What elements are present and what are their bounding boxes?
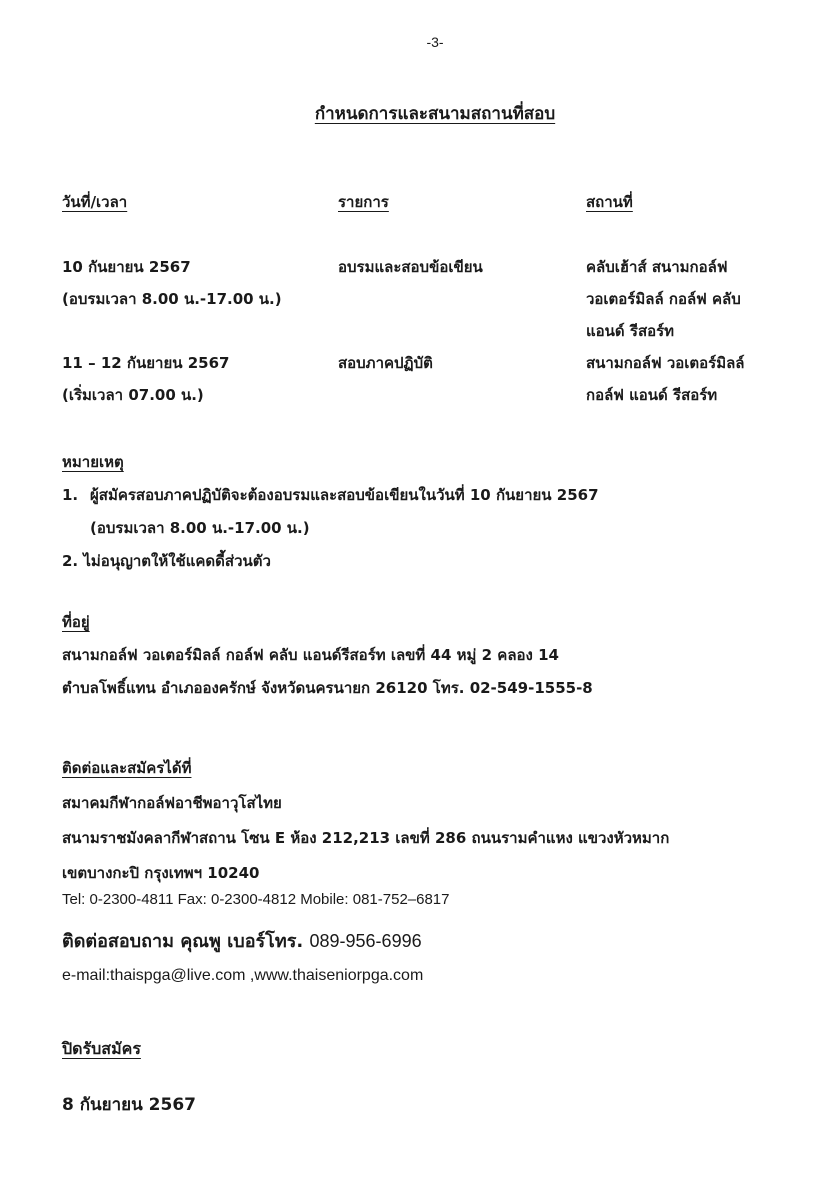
address-heading: ที่อยู่ [62,613,90,631]
address-section [62,606,593,705]
schedule-date [62,251,282,283]
venue-line: สนามกอล์ฟ วอเตอร์มิลล์ [586,354,745,372]
header-date-time: วันที่/เวลา [62,193,128,211]
venue-line: แอนด์ รีสอร์ท [586,322,675,340]
contact-org: สมาคมกีฬากอล์ฟอาชีพอาวุโสไทย [62,794,282,812]
contact-inquiry [62,926,422,955]
schedule-date: 11 – 12 กันยายน 2567 [62,354,230,372]
schedule-row-2-item: สอบภาคปฏิบัติ [338,354,433,372]
note-item-2 [62,545,599,578]
schedule-row-1-item: อบรมและสอบข้อเขียน [338,258,483,276]
venue-line: วอเตอร์มิลล์ กอล์ฟ คลับ [586,290,741,308]
note-text: ผู้สมัครสอบภาคปฏิบัติจะต้องอบรมและสอบข้อเขียนในวันที่ 10 กันยายน 2567 [90,486,599,504]
contact-address-line: เขตบางกะปิ กรุงเทพฯ 10240 [62,864,260,882]
note-number: 2. [62,552,79,570]
schedule-row-1-date-cell [62,251,282,315]
closing-date: 8 กันยายน 2567 [62,1095,196,1115]
schedule-row-2-date-cell [62,347,229,411]
note-item-1-continuation: (อบรมเวลา 8.00 น.-17.00 น.) [90,519,310,537]
page-title [0,100,828,127]
header-item: รายการ [338,193,389,211]
closing-heading: ปิดรับสมัคร [62,1039,141,1058]
contact-phones: Tel: 0-2300-4811 Fax: 0-2300-4812 Mobile: 081-752–6817 [62,891,450,908]
date-text: 10 กันยายน 2567 [62,258,191,276]
address-line: ตำบลโพธิ์แทน อำเภอองครักษ์ จังหวัดนครนายก 26120 โทร. 02-549-1555-8 [62,679,593,697]
schedule-time: (อบรมเวลา 8.00 น.-17.00 น.) [62,290,282,308]
page-number: -3- [426,34,444,50]
notes-heading: หมายเหตุ [62,453,124,471]
note-item-1 [62,479,599,512]
address-line: สนามกอล์ฟ วอเตอร์มิลล์ กอล์ฟ คลับ แอนด์รีสอร์ท เลขที่ 44 หมู่ 2 คลอง 14 [62,646,559,664]
schedule-row-1-venue [586,251,741,347]
inquiry-label: ติดต่อสอบถาม คุณพู เบอร์โทร. [62,931,304,952]
contact-section [62,751,669,891]
contact-email-web[interactable]: e-mail:thaispga@live.com ,www.thaiseniorpga.com [62,967,424,984]
schedule-row-2-venue [586,347,744,411]
contact-address-line: สนามราชมังคลากีฬาสถาน โซน E ห้อง 212,213 เลขที่ 286 ถนนรามคำแหง แขวงหัวหมาก [62,829,670,847]
header-venue: สถานที่ [586,193,633,211]
notes-section [62,446,599,578]
note-text: ไม่อนุญาตให้ใช้แคดดี้ส่วนตัว [83,552,271,570]
page-title-text: กำหนดการและสนามสถานที่สอบ [314,104,556,124]
note-number: 1. [62,486,79,504]
inquiry-phone[interactable]: 089-956-6996 [309,931,422,951]
venue-line: กอล์ฟ แอนด์ รีสอร์ท [586,386,718,404]
schedule-time: (เริ่มเวลา 07.00 น.) [62,386,204,404]
contact-heading: ติดต่อและสมัครได้ที่ [62,759,192,777]
venue-line: คลับเฮ้าส์ สนามกอล์ฟ [586,258,728,276]
